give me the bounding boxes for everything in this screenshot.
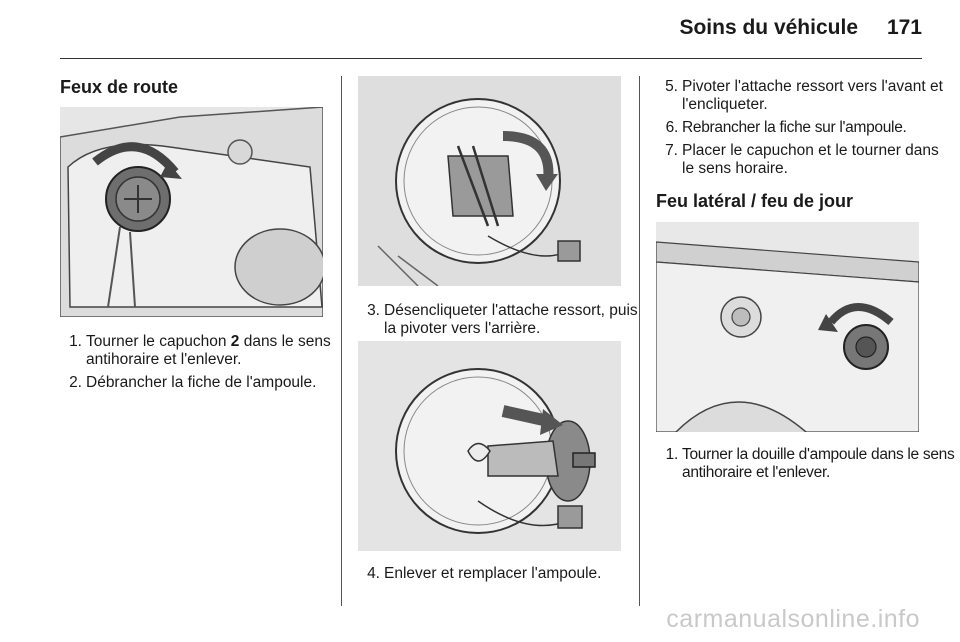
step-text [86,333,348,369]
step-text: Tourner la douille d'ampoule dans le sens antihoraire et l'enlever. [682,446,955,481]
watermark-text: carmanualsonline.info [666,605,920,633]
illustration-high-beam-cap [60,107,323,317]
step-text: Enlever et remplacer l'ampoule. [384,565,602,582]
step-text: Débrancher la fiche de l'ampoule. [86,374,317,391]
step-number: 1. [69,333,82,350]
step-text: Pivoter l'attache ressort vers l'avant et l'encliqueter. [682,78,943,113]
section-heading-side-light: Feu latéral / feu de jour [656,191,854,211]
callout-number: 2 [230,333,240,350]
step-item [60,374,358,392]
header-rule [60,58,922,59]
step-item [60,333,348,369]
step-number: 4. [367,565,380,582]
step-text: Rebrancher la fiche sur l'ampoule. [682,119,907,136]
step-item [656,446,960,482]
step-number: 3. [367,302,380,319]
illustration-bulb-removal [358,341,621,551]
page-number: 171 [886,16,922,39]
step-number: 2. [69,374,82,391]
step-text: Désencliqueter l'attache ressort, puis la pivoter vers l'arrière. [384,302,638,337]
step-item [358,565,646,583]
step-number: 5. [665,78,678,95]
column-divider-2 [639,76,640,606]
step-number: 6. [665,119,678,136]
step-item [358,302,646,338]
step-text-part: Tourner le capuchon [86,333,231,350]
illustration-spring-clip [358,76,621,286]
section-heading-high-beam: Feux de route [60,77,179,97]
illustration-side-light-socket [656,222,919,432]
step-number: 7. [665,142,678,159]
step-number: 1. [665,446,678,463]
step-text: Placer le capuchon et le tourner dans le sens horaire. [682,142,939,177]
step-item [656,119,960,137]
step-item [656,142,944,178]
step-text-part: dans le sens antihoraire et l'enlever. [86,333,331,368]
running-header-title: Soins du véhicule [679,16,858,39]
step-item [656,78,944,114]
